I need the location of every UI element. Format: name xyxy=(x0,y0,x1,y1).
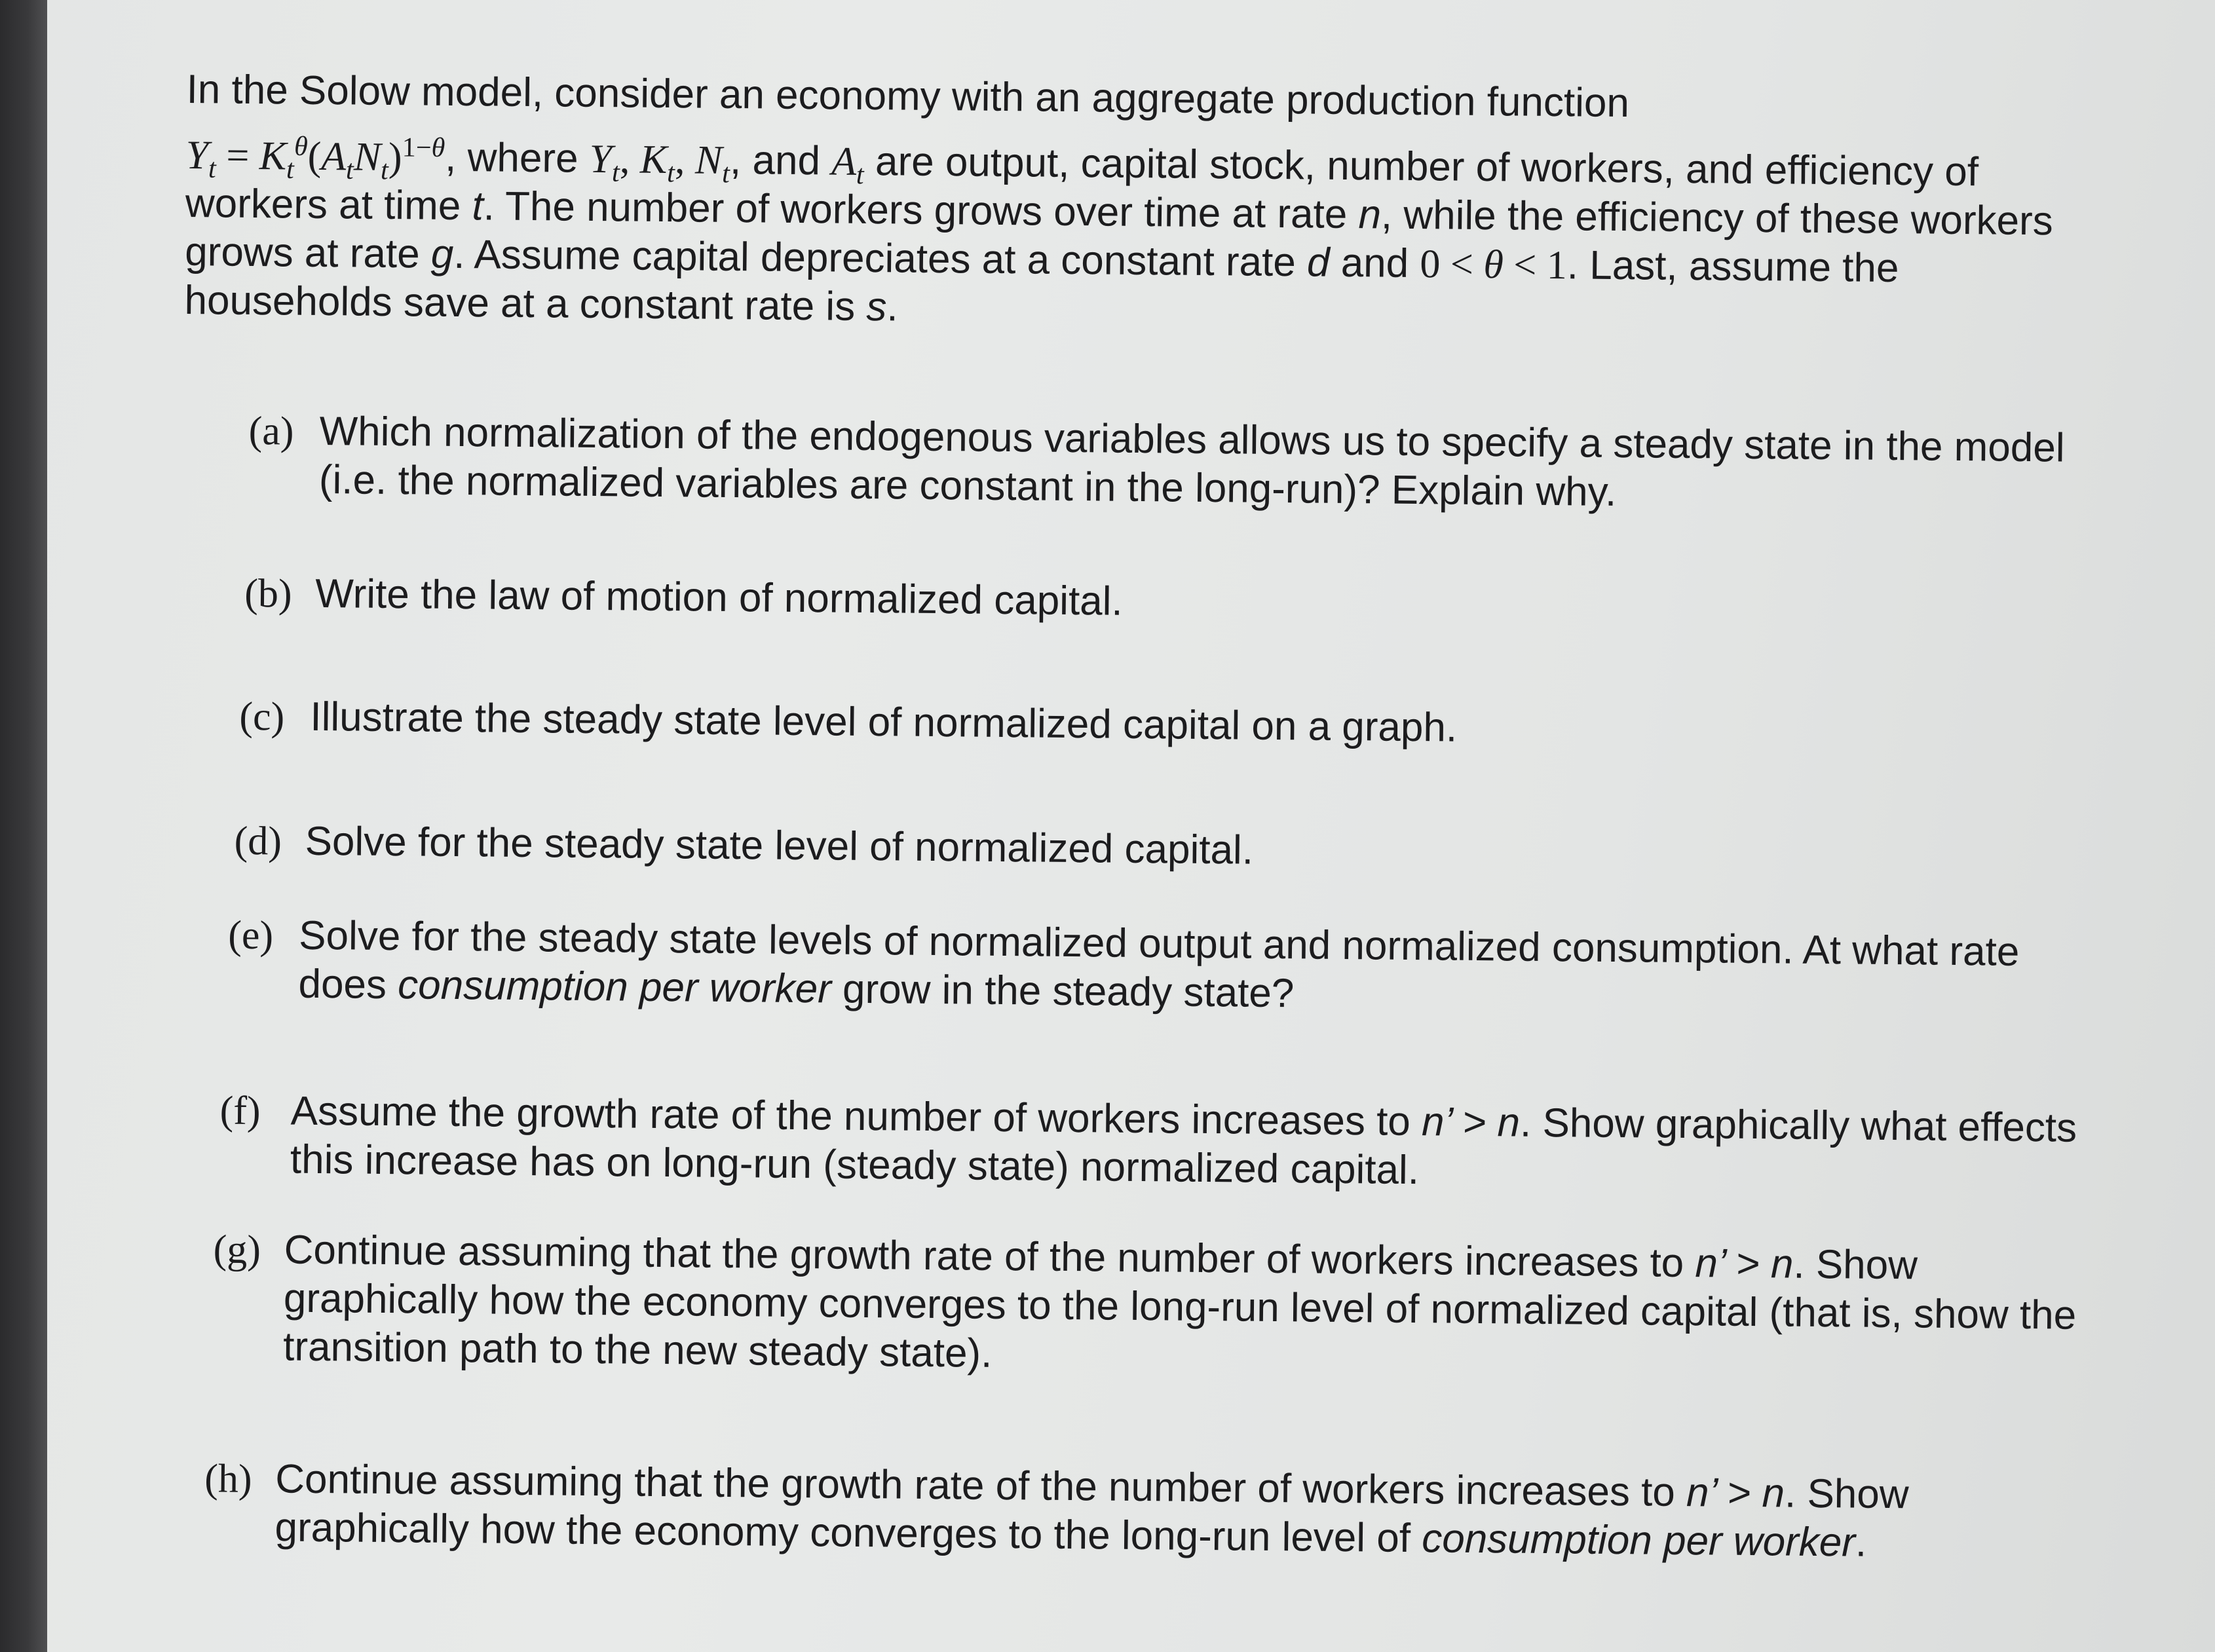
intro-where-text: , where xyxy=(444,134,578,181)
intro-line-1: In the Solow model, consider an economy with an aggregate production function xyxy=(186,66,1630,126)
production-function-formula: $Y_t = K_t^\theta(A_tN_t)^{1-\theta}$ xyxy=(185,130,445,186)
problem-document xyxy=(172,66,2119,1569)
question-g-label: (g) xyxy=(213,1227,261,1273)
intro-line-3: workers at time t. The number of workers grows over time at rate n, while the efficiency of these workers xyxy=(185,180,2054,244)
variables-list: $Y_t$, $K_t$, $N_t$ xyxy=(589,136,730,189)
question-a: (a) Which normalization of the endogenous variables allows us to specify a steady state in the model (i.e. the normalized variables are constant in the long-run)? Explain why. xyxy=(248,407,2116,521)
question-f: (f) Assume the growth rate of the number of workers increases to n’ > n. Show graphically what effects this increase has on long-run (steady state) normalized capital. xyxy=(219,1087,2110,1202)
question-c: (c) Illustrate the steady state level of normalized capital on a graph. xyxy=(239,692,2113,759)
question-d-label: (d) xyxy=(234,818,282,864)
question-h: (h) Continue assuming that the growth rate of the number of workers increases to n’ > n. Show graphically how the economy converges to the long-run level of consumption per worker. xyxy=(204,1454,2106,1569)
question-c-label: (c) xyxy=(239,694,285,740)
question-a-label: (a) xyxy=(248,408,294,454)
question-e: (e) Solve for the steady state levels of normalized output and normalized consumption. At what rate does consumption per worker grow in the steady state? xyxy=(227,911,2111,1026)
intro-paragraph xyxy=(184,66,2119,343)
question-h-label: (h) xyxy=(204,1456,252,1502)
intro-line-2: $Y_t = K_t^\theta(A_tN_t)^{1-\theta}$, where $Y_t$, $K_t$, $N_t$, and $A_t$ are output, capital stock, number of workers, and efficiency of xyxy=(185,130,1979,195)
question-b: (b) Write the law of motion of normalized capital. xyxy=(244,569,2115,635)
question-d: (d) Solve for the steady state level of normalized capital. xyxy=(234,817,2112,884)
theta-inequality: 0 < θ < 1 xyxy=(1420,242,1568,288)
question-f-label: (f) xyxy=(219,1088,261,1134)
dark-screen-edge xyxy=(0,0,47,1652)
question-g: (g) Continue assuming that the growth rate of the number of workers increases to n’ > n. Show graphically how the economy converges to the long-run level of normalized capital (that is, show the transition path to the new steady state). xyxy=(212,1225,2108,1389)
question-e-label: (e) xyxy=(227,912,274,958)
question-b-label: (b) xyxy=(244,571,292,616)
intro-line-5: households save at a constant rate is s. xyxy=(184,277,898,330)
intro-line-4: grows at rate g. Assume capital depreciates at a constant rate d and 0 < θ < 1. Last, assume the xyxy=(184,229,1899,291)
variables-description: are output, capital stock, number of workers, and efficiency of xyxy=(875,139,1979,195)
